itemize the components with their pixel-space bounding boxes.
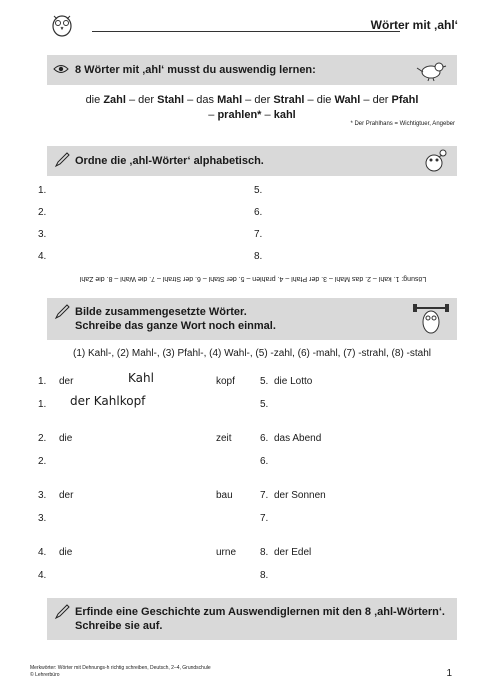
answer-number: 7. (260, 490, 269, 501)
answer-line (57, 251, 242, 263)
answer-line (274, 456, 444, 468)
page-number: 1 (446, 668, 452, 679)
owl-dumbbell-icon (413, 302, 449, 336)
fill-line (78, 490, 216, 502)
article: der (59, 490, 74, 501)
fill-line (324, 547, 444, 559)
word-connector: die (85, 94, 104, 106)
word-ending: zeit (216, 433, 232, 444)
article: die (59, 433, 73, 444)
answer-number: 2. (38, 433, 47, 444)
task1-box (47, 55, 457, 85)
answer-line (57, 456, 238, 468)
compound-start: die Lotto (274, 376, 313, 387)
word-connector: – der (125, 94, 158, 106)
answer-number: 3. (38, 490, 47, 501)
footnote: * Der Prahlhans = Wichtigtuer, Angeber (350, 121, 455, 127)
answer-line (270, 251, 442, 263)
footer-copyright: © Lehrerbüro (30, 672, 60, 678)
task2-box (47, 146, 457, 176)
answer-line (57, 185, 242, 197)
task3-box (47, 298, 457, 340)
task3-instruction-2: Schreibe das ganze Wort noch einmal. (75, 320, 276, 332)
answer-line (57, 570, 238, 582)
word-ahl: Strahl (273, 94, 305, 106)
answer-number: 1. (38, 399, 47, 410)
solution-upside-down: Lösung: 1. kahl – 2. das Mahl – 3. der Pfahl – 4. prahlen – 5. der Stahl – 6. der Strahl – 7. die Wahl – 8. die Zahl (79, 275, 427, 282)
fill-line (330, 433, 444, 445)
word-connector: – (261, 109, 274, 121)
answer-number: 5. (254, 185, 263, 196)
answer-number: 8. (260, 547, 269, 558)
answer-number: 1. (38, 185, 47, 196)
answer-number: 8. (260, 570, 269, 581)
answer-line (274, 570, 444, 582)
word-parts: (1) Kahl-, (2) Mahl-, (3) Pfahl-, (4) Wahl-, (5) -zahl, (6) -mahl, (7) -strahl, (8) -stahl (72, 348, 432, 359)
bird-flower-icon (419, 148, 449, 174)
pencil-icon (54, 604, 70, 620)
answer-number: 6. (260, 433, 269, 444)
answer-number: 8. (254, 251, 263, 262)
word-ahl: Stahl (157, 94, 185, 106)
answer-number: 4. (38, 570, 47, 581)
answer-line (274, 513, 444, 525)
word-ending: bau (216, 490, 233, 501)
answer-number: 3. (38, 513, 47, 524)
fill-line (335, 490, 444, 502)
fill-line (78, 433, 216, 445)
word-ahl: kahl (273, 109, 296, 121)
article: die (59, 547, 73, 558)
task4-instruction-1: Erfinde eine Geschichte zum Auswendiglernen mit den 8 ‚ahl-Wörtern‘. (75, 606, 445, 618)
compound-start: der Edel (274, 547, 312, 558)
word-list (60, 93, 444, 123)
answer-number: 6. (254, 207, 263, 218)
answer-number: 6. (260, 456, 269, 467)
eye-icon (53, 64, 69, 74)
answer-line (270, 185, 442, 197)
answer-number: 2. (38, 456, 47, 467)
fill-line (78, 547, 216, 559)
answer-line (270, 207, 442, 219)
answer-number: 4. (38, 547, 47, 558)
article: der (59, 376, 74, 387)
task3-instruction-1: Bilde zusammengesetzte Wörter. (75, 306, 247, 318)
word-ending: urne (216, 547, 237, 558)
word-connector: – der (242, 94, 274, 106)
word-ahl: Zahl (103, 94, 126, 106)
fill-line (330, 376, 444, 388)
pencil-icon (54, 152, 70, 168)
word-ending: kopf (216, 376, 235, 387)
header-rule (92, 31, 400, 32)
word-connector: – die (304, 94, 335, 106)
bird-icon (415, 58, 447, 82)
answer-number: 2. (38, 207, 47, 218)
answer-line (57, 207, 242, 219)
pencil-icon (54, 304, 70, 320)
compound-start: der Sonnen (274, 490, 326, 501)
handwritten-fill: Kahl (128, 371, 154, 385)
answer-line (274, 399, 444, 411)
footer-source: Merkwörter: Wörter mit Dehnungs-h richtig schreiben, Deutsch, 2–4, Grundschule (30, 665, 211, 671)
word-connector: – das (184, 94, 218, 106)
answer-number: 5. (260, 399, 269, 410)
answer-number: 7. (254, 229, 263, 240)
answer-line (57, 513, 238, 525)
handwritten-answer: der Kahlkopf (70, 394, 146, 408)
answer-line (57, 229, 242, 241)
task4-box (47, 598, 457, 640)
word-connector: – der (360, 94, 392, 106)
task1-instruction: 8 Wörter mit ‚ahl‘ musst du auswendig lernen: (75, 64, 316, 76)
answer-number: 3. (38, 229, 47, 240)
answer-number: 7. (260, 513, 269, 524)
answer-number: 1. (38, 376, 47, 387)
word-ahl: Mahl (217, 94, 243, 106)
word-ahl: Wahl (334, 94, 361, 106)
word-ahl: Pfahl (391, 94, 419, 106)
task2-instruction: Ordne die ‚ahl-Wörter‘ alphabetisch. (75, 155, 264, 167)
word-ahl: prahlen* (217, 109, 262, 121)
answer-number: 4. (38, 251, 47, 262)
owl-logo-icon (48, 10, 76, 38)
compound-start: das Abend (274, 433, 322, 444)
answer-number: 5. (260, 376, 269, 387)
page-title: Wörter mit ‚ahl‘ (370, 18, 458, 32)
task4-instruction-2: Schreibe sie auf. (75, 620, 163, 632)
word-connector: – (208, 109, 218, 121)
answer-line (270, 229, 442, 241)
